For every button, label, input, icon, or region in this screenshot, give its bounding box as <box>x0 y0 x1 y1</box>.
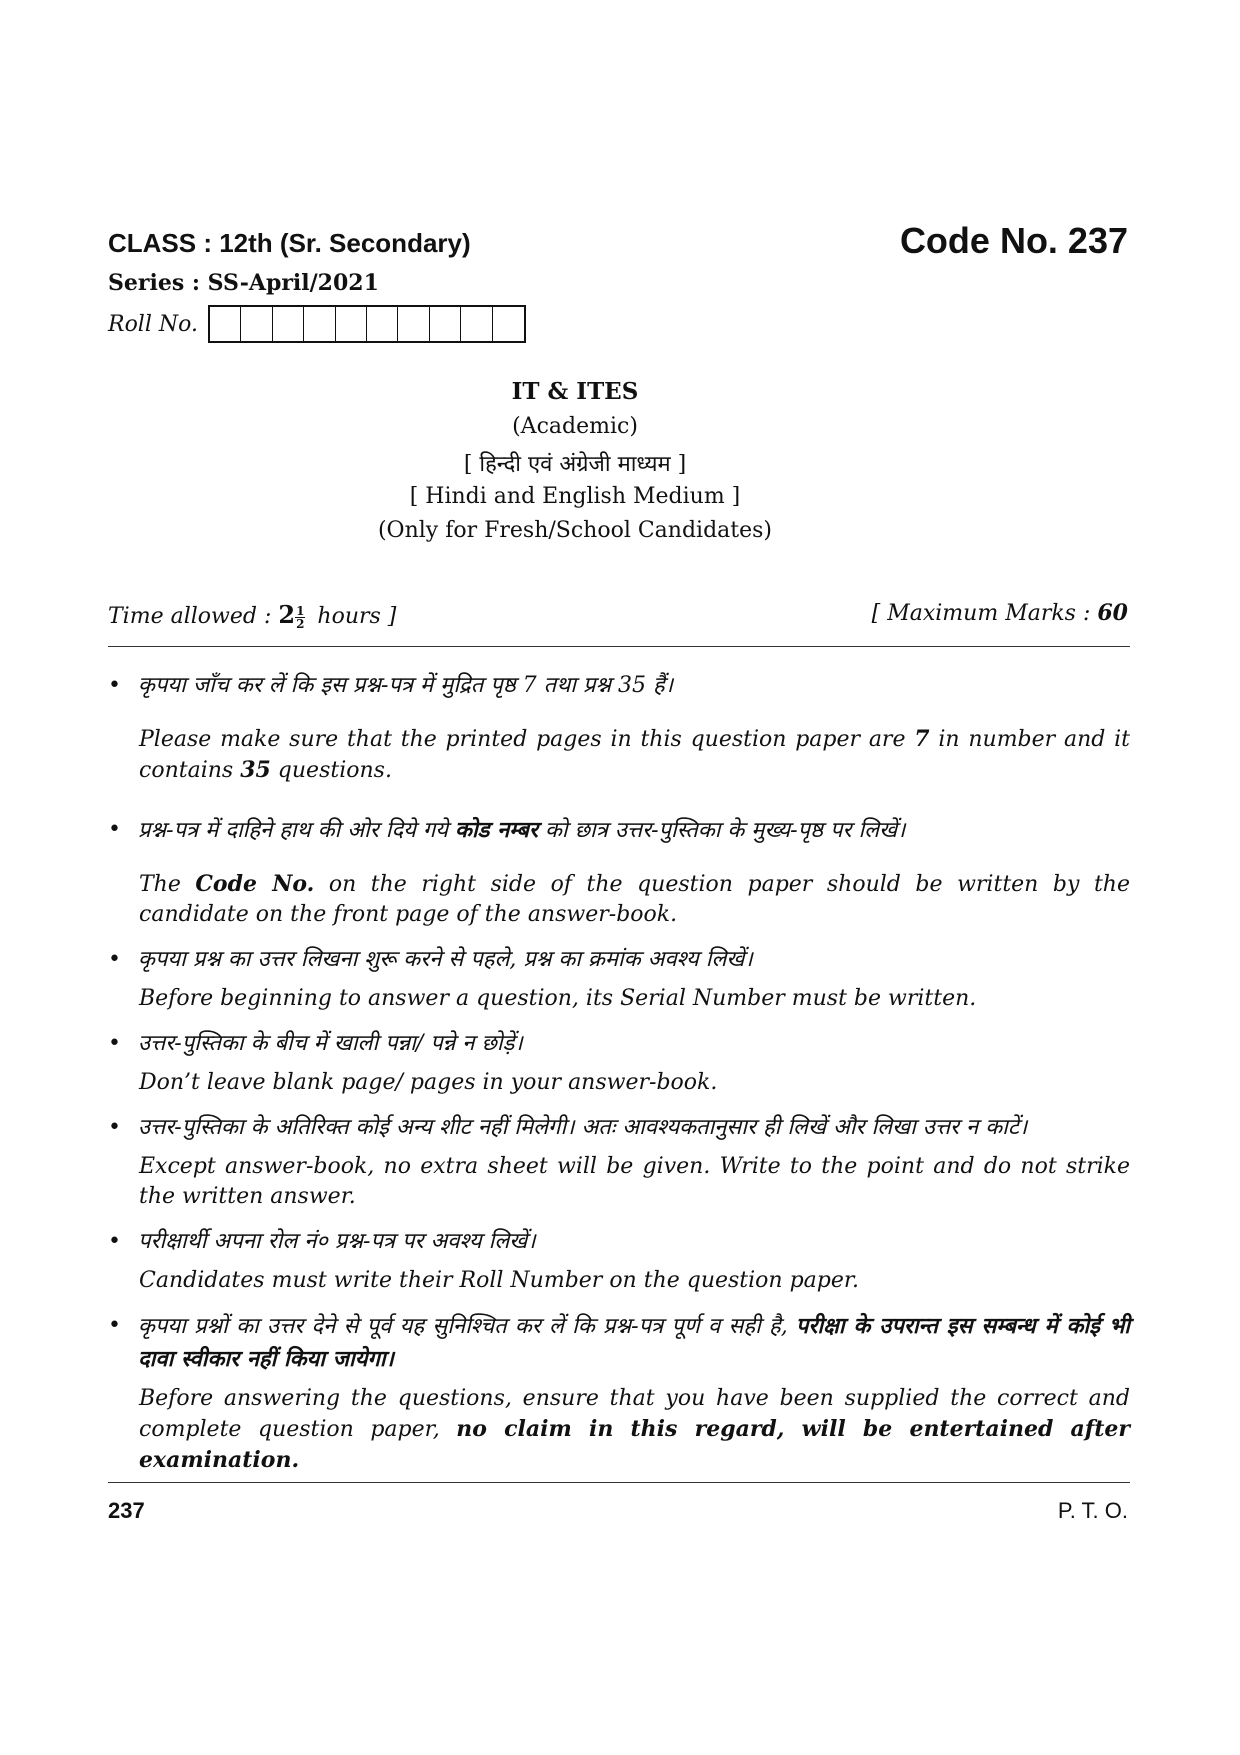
instruction-hindi-text <box>138 814 1130 847</box>
roll-box[interactable] <box>461 307 492 341</box>
roll-box[interactable] <box>367 307 398 341</box>
instruction-hindi-text: कृपया जाँच कर लें कि इस प्रश्न-पत्र में मुद्रित पृष्ठ 7 तथा प्रश्न 35 हैं। <box>138 673 674 698</box>
subject-title: IT & ITES <box>511 378 639 405</box>
instruction-1 <box>108 670 1130 786</box>
instruction-text: को छात्र उत्तर-पुस्तिका के मुख्य-पृष्ठ पर लिखें। <box>538 818 906 843</box>
time-unit: hours ] <box>317 604 397 629</box>
instruction-text: on the right side of the question paper should be written by the candidate on the front page of the answer-book. <box>139 872 1130 927</box>
instruction-hindi <box>108 1226 1130 1258</box>
marks-label: [ Maximum Marks : <box>871 601 1098 626</box>
please-turn-over: P. T. O. <box>1057 1498 1128 1523</box>
time-allowed <box>108 600 396 630</box>
instruction-6 <box>108 1226 1130 1296</box>
instruction-hindi-text: उत्तर-पुस्तिका के अतिरिक्त कोई अन्य शीट नहीं मिलेगी। अतः आवश्यकतानुसार ही लिखें और लिखा उत्तर न काटें। <box>138 1115 1028 1140</box>
instruction-english <box>108 724 1130 786</box>
bullet-icon: • <box>108 1031 121 1056</box>
class-suffix: (Sr. Secondary) <box>272 228 471 258</box>
instruction-text: Please make sure that the printed pages in this question paper are <box>139 727 915 752</box>
instruction-english: Don’t leave blank page/ pages in your answer-book. <box>139 1070 718 1095</box>
bullet-icon: • <box>108 947 121 972</box>
instruction-text: Before answering the questions, ensure that you have been supplied the correct and complete question paper, <box>139 1386 1130 1442</box>
paper-type: (Academic) <box>512 414 638 439</box>
instruction-english <box>108 869 1130 930</box>
series-label: Series : SS-April/2021 <box>108 270 379 296</box>
instruction-hindi <box>108 814 1130 847</box>
roll-box[interactable] <box>304 307 335 341</box>
instruction-7 <box>108 1310 1130 1476</box>
instruction-english: Before beginning to answer a question, its Serial Number must be written. <box>139 986 977 1011</box>
instruction-hindi-text: कृपया प्रश्न का उत्तर लिखना शुरू करने से पहले, प्रश्न का क्रमांक अवश्य लिखें। <box>138 947 753 972</box>
instruction-english: Candidates must write their Roll Number on the question paper. <box>139 1268 859 1293</box>
claim-warning-english: no claim in this regard, will be entertained after examination. <box>139 1416 1130 1473</box>
bullet-icon: • <box>108 1115 121 1140</box>
roll-box[interactable] <box>430 307 461 341</box>
roll-number-field <box>108 305 526 343</box>
fraction-numerator: 1 <box>296 603 305 618</box>
roll-box[interactable] <box>398 307 429 341</box>
candidate-type: (Only for Fresh/School Candidates) <box>377 518 773 543</box>
medium-hindi: [ हिन्दी एवं अंग्रेजी माध्यम ] <box>463 452 687 477</box>
code-no-emphasis: Code No. <box>195 871 315 897</box>
instruction-text: in number and it contains <box>139 727 1130 783</box>
medium-english: [ Hindi and English Medium ] <box>409 484 741 509</box>
bullet-icon: • <box>108 817 121 842</box>
roll-box[interactable] <box>336 307 367 341</box>
instruction-hindi <box>108 1028 1130 1060</box>
instruction-hindi <box>108 944 1130 976</box>
fraction-denominator: 2 <box>296 616 305 631</box>
instruction-hindi-text: उत्तर-पुस्तिका के बीच में खाली पन्ना/ पन्ने न छोड़ें। <box>138 1031 523 1056</box>
roll-box[interactable] <box>493 307 524 341</box>
claim-warning-hindi: परीक्षा के उपरान्त इस सम्बन्ध में कोई भी दावा स्वीकार नहीं किया जायेगा। <box>138 1313 1130 1372</box>
roll-number-boxes[interactable] <box>208 305 526 343</box>
instruction-english: Except answer-book, no extra sheet will be given. Write to the point and do not strike the written answer. <box>139 1154 1130 1209</box>
bullet-icon: • <box>108 673 121 698</box>
marks-value: 60 <box>1097 600 1128 626</box>
code-number-hindi: कोड नम्बर <box>455 817 538 843</box>
footer-divider <box>108 1482 1130 1483</box>
instruction-text: प्रश्न-पत्र में दाहिने हाथ की ओर दिये गये <box>138 818 456 843</box>
instruction-2 <box>108 814 1130 930</box>
instruction-hindi <box>108 670 1130 702</box>
code-number: Code No. 237 <box>899 220 1128 261</box>
time-fraction <box>295 605 305 630</box>
instruction-4 <box>108 1028 1130 1098</box>
instruction-text: The <box>139 872 196 897</box>
roll-label: Roll No. <box>108 311 198 337</box>
instruction-text: questions. <box>270 758 392 783</box>
roll-box[interactable] <box>210 307 241 341</box>
instruction-3 <box>108 944 1130 1014</box>
maximum-marks <box>872 600 1128 626</box>
instruction-hindi <box>108 1112 1130 1144</box>
roll-box[interactable] <box>241 307 272 341</box>
page-count: 7 <box>914 726 930 752</box>
time-whole: 2 <box>278 600 296 629</box>
footer-page-code: 237 <box>108 1498 145 1523</box>
bullet-icon: • <box>108 1313 121 1338</box>
bullet-icon: • <box>108 1229 121 1254</box>
instruction-hindi-text <box>138 1310 1130 1376</box>
instruction-hindi <box>108 1310 1130 1376</box>
class-label: CLASS : 12th <box>108 228 273 258</box>
instruction-5 <box>108 1112 1130 1212</box>
instruction-text: कृपया प्रश्नों का उत्तर देने से पूर्व यह सुनिश्चित कर लें कि प्रश्न-पत्र पूर्ण व सही है, <box>138 1314 796 1339</box>
question-count: 35 <box>240 757 271 783</box>
roll-box[interactable] <box>273 307 304 341</box>
header-divider <box>108 646 1130 647</box>
time-label: Time allowed : <box>108 604 279 629</box>
class-heading <box>108 228 471 259</box>
instruction-english <box>108 1384 1130 1476</box>
instruction-hindi-text: परीक्षार्थी अपना रोल नं० प्रश्न-पत्र पर अवश्य लिखें। <box>138 1229 536 1254</box>
